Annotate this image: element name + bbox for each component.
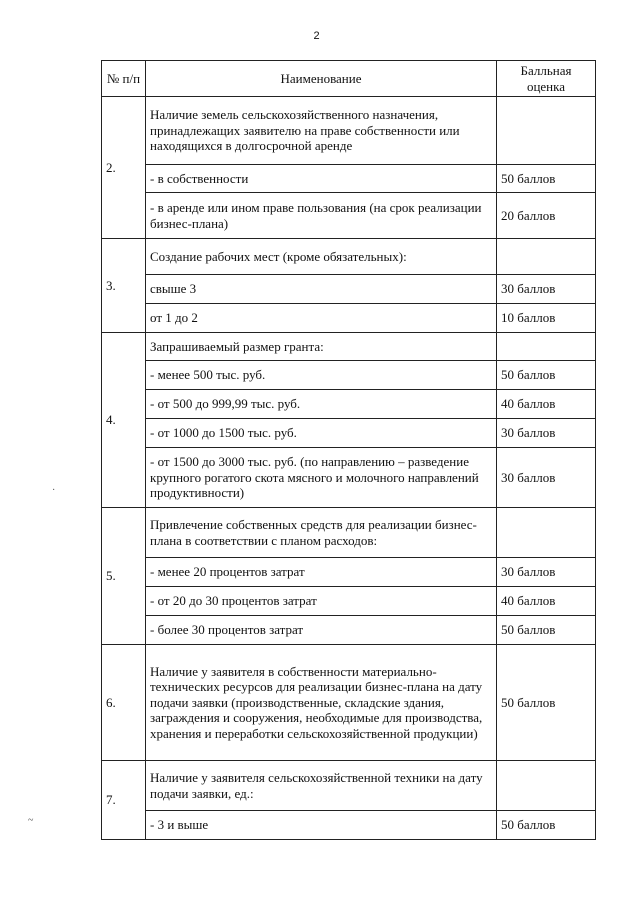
item-row — [102, 811, 596, 840]
item-score: 40 баллов — [497, 390, 596, 419]
item-row — [102, 558, 596, 587]
item-row — [102, 587, 596, 616]
item-row — [102, 390, 596, 419]
item-name: - от 500 до 999,99 тыс. руб. — [146, 390, 497, 419]
item-name: - более 30 процентов затрат — [146, 616, 497, 645]
item-row — [102, 275, 596, 304]
item-row — [102, 616, 596, 645]
section-title: Создание рабочих мест (кроме обязательных): — [146, 239, 497, 275]
item-name: - менее 500 тыс. руб. — [146, 361, 497, 390]
item-score: 20 баллов — [497, 193, 596, 239]
item-score: 50 баллов — [497, 811, 596, 840]
item-row — [102, 165, 596, 193]
item-row — [102, 304, 596, 333]
item-score: 50 баллов — [497, 361, 596, 390]
item-score: 30 баллов — [497, 275, 596, 304]
section-row — [102, 239, 596, 275]
section-score — [497, 761, 596, 811]
item-score: 30 баллов — [497, 558, 596, 587]
item-score: 30 баллов — [497, 419, 596, 448]
section-score — [497, 333, 596, 361]
criteria-table — [101, 60, 596, 840]
header-score: Балльная оценка — [497, 61, 596, 97]
section-row — [102, 645, 596, 761]
item-score: 30 баллов — [497, 448, 596, 508]
item-name: - менее 20 процентов затрат — [146, 558, 497, 587]
page-number: 2 — [313, 30, 320, 42]
item-score: 40 баллов — [497, 587, 596, 616]
section-row — [102, 508, 596, 558]
item-row — [102, 193, 596, 239]
item-row — [102, 419, 596, 448]
section-row — [102, 97, 596, 165]
section-score — [497, 97, 596, 165]
section-number: 5. — [102, 508, 146, 645]
header-row — [102, 61, 596, 97]
section-number: 6. — [102, 645, 146, 761]
item-row — [102, 448, 596, 508]
criteria-body — [102, 97, 596, 840]
item-name: - от 20 до 30 процентов затрат — [146, 587, 497, 616]
section-number: 4. — [102, 333, 146, 508]
scan-artifact: · — [52, 485, 56, 496]
item-score: 10 баллов — [497, 304, 596, 333]
header-num: № п/п — [102, 61, 146, 97]
section-number: 2. — [102, 97, 146, 239]
item-score: 50 баллов — [497, 165, 596, 193]
header-name: Наименование — [146, 61, 497, 97]
item-name: - от 1500 до 3000 тыс. руб. (по направлению – разведение крупного рогатого скота мясного и молочного направлений продуктивности) — [146, 448, 497, 508]
section-number: 7. — [102, 761, 146, 840]
section-score: 50 баллов — [497, 645, 596, 761]
section-score — [497, 508, 596, 558]
section-title: Наличие земель сельскохозяйственного назначения, принадлежащих заявителю на праве собственности или находящихся в долгосрочной аренде — [146, 97, 497, 165]
section-title: Запрашиваемый размер гранта: — [146, 333, 497, 361]
section-title: Привлечение собственных средств для реализации бизнес-плана в соответствии с планом расходов: — [146, 508, 497, 558]
scan-artifact: ~ — [28, 815, 34, 826]
item-name: - в аренде или ином праве пользования (на срок реализации бизнес-плана) — [146, 193, 497, 239]
item-name: - от 1000 до 1500 тыс. руб. — [146, 419, 497, 448]
section-number: 3. — [102, 239, 146, 333]
section-title: Наличие у заявителя сельскохозяйственной техники на дату подачи заявки, ед.: — [146, 761, 497, 811]
item-row — [102, 361, 596, 390]
item-name: от 1 до 2 — [146, 304, 497, 333]
item-name: свыше 3 — [146, 275, 497, 304]
item-name: - 3 и выше — [146, 811, 497, 840]
section-row — [102, 761, 596, 811]
item-score: 50 баллов — [497, 616, 596, 645]
section-score — [497, 239, 596, 275]
item-name: - в собственности — [146, 165, 497, 193]
section-title: Наличие у заявителя в собственности материально-технических ресурсов для реализации бизнес-плана на дату подачи заявки (производственные, складские здания, заграждения и сооружения, необходимые для производства, хранения и переработки сельскохозяйственной продукции) — [146, 645, 497, 761]
section-row — [102, 333, 596, 361]
